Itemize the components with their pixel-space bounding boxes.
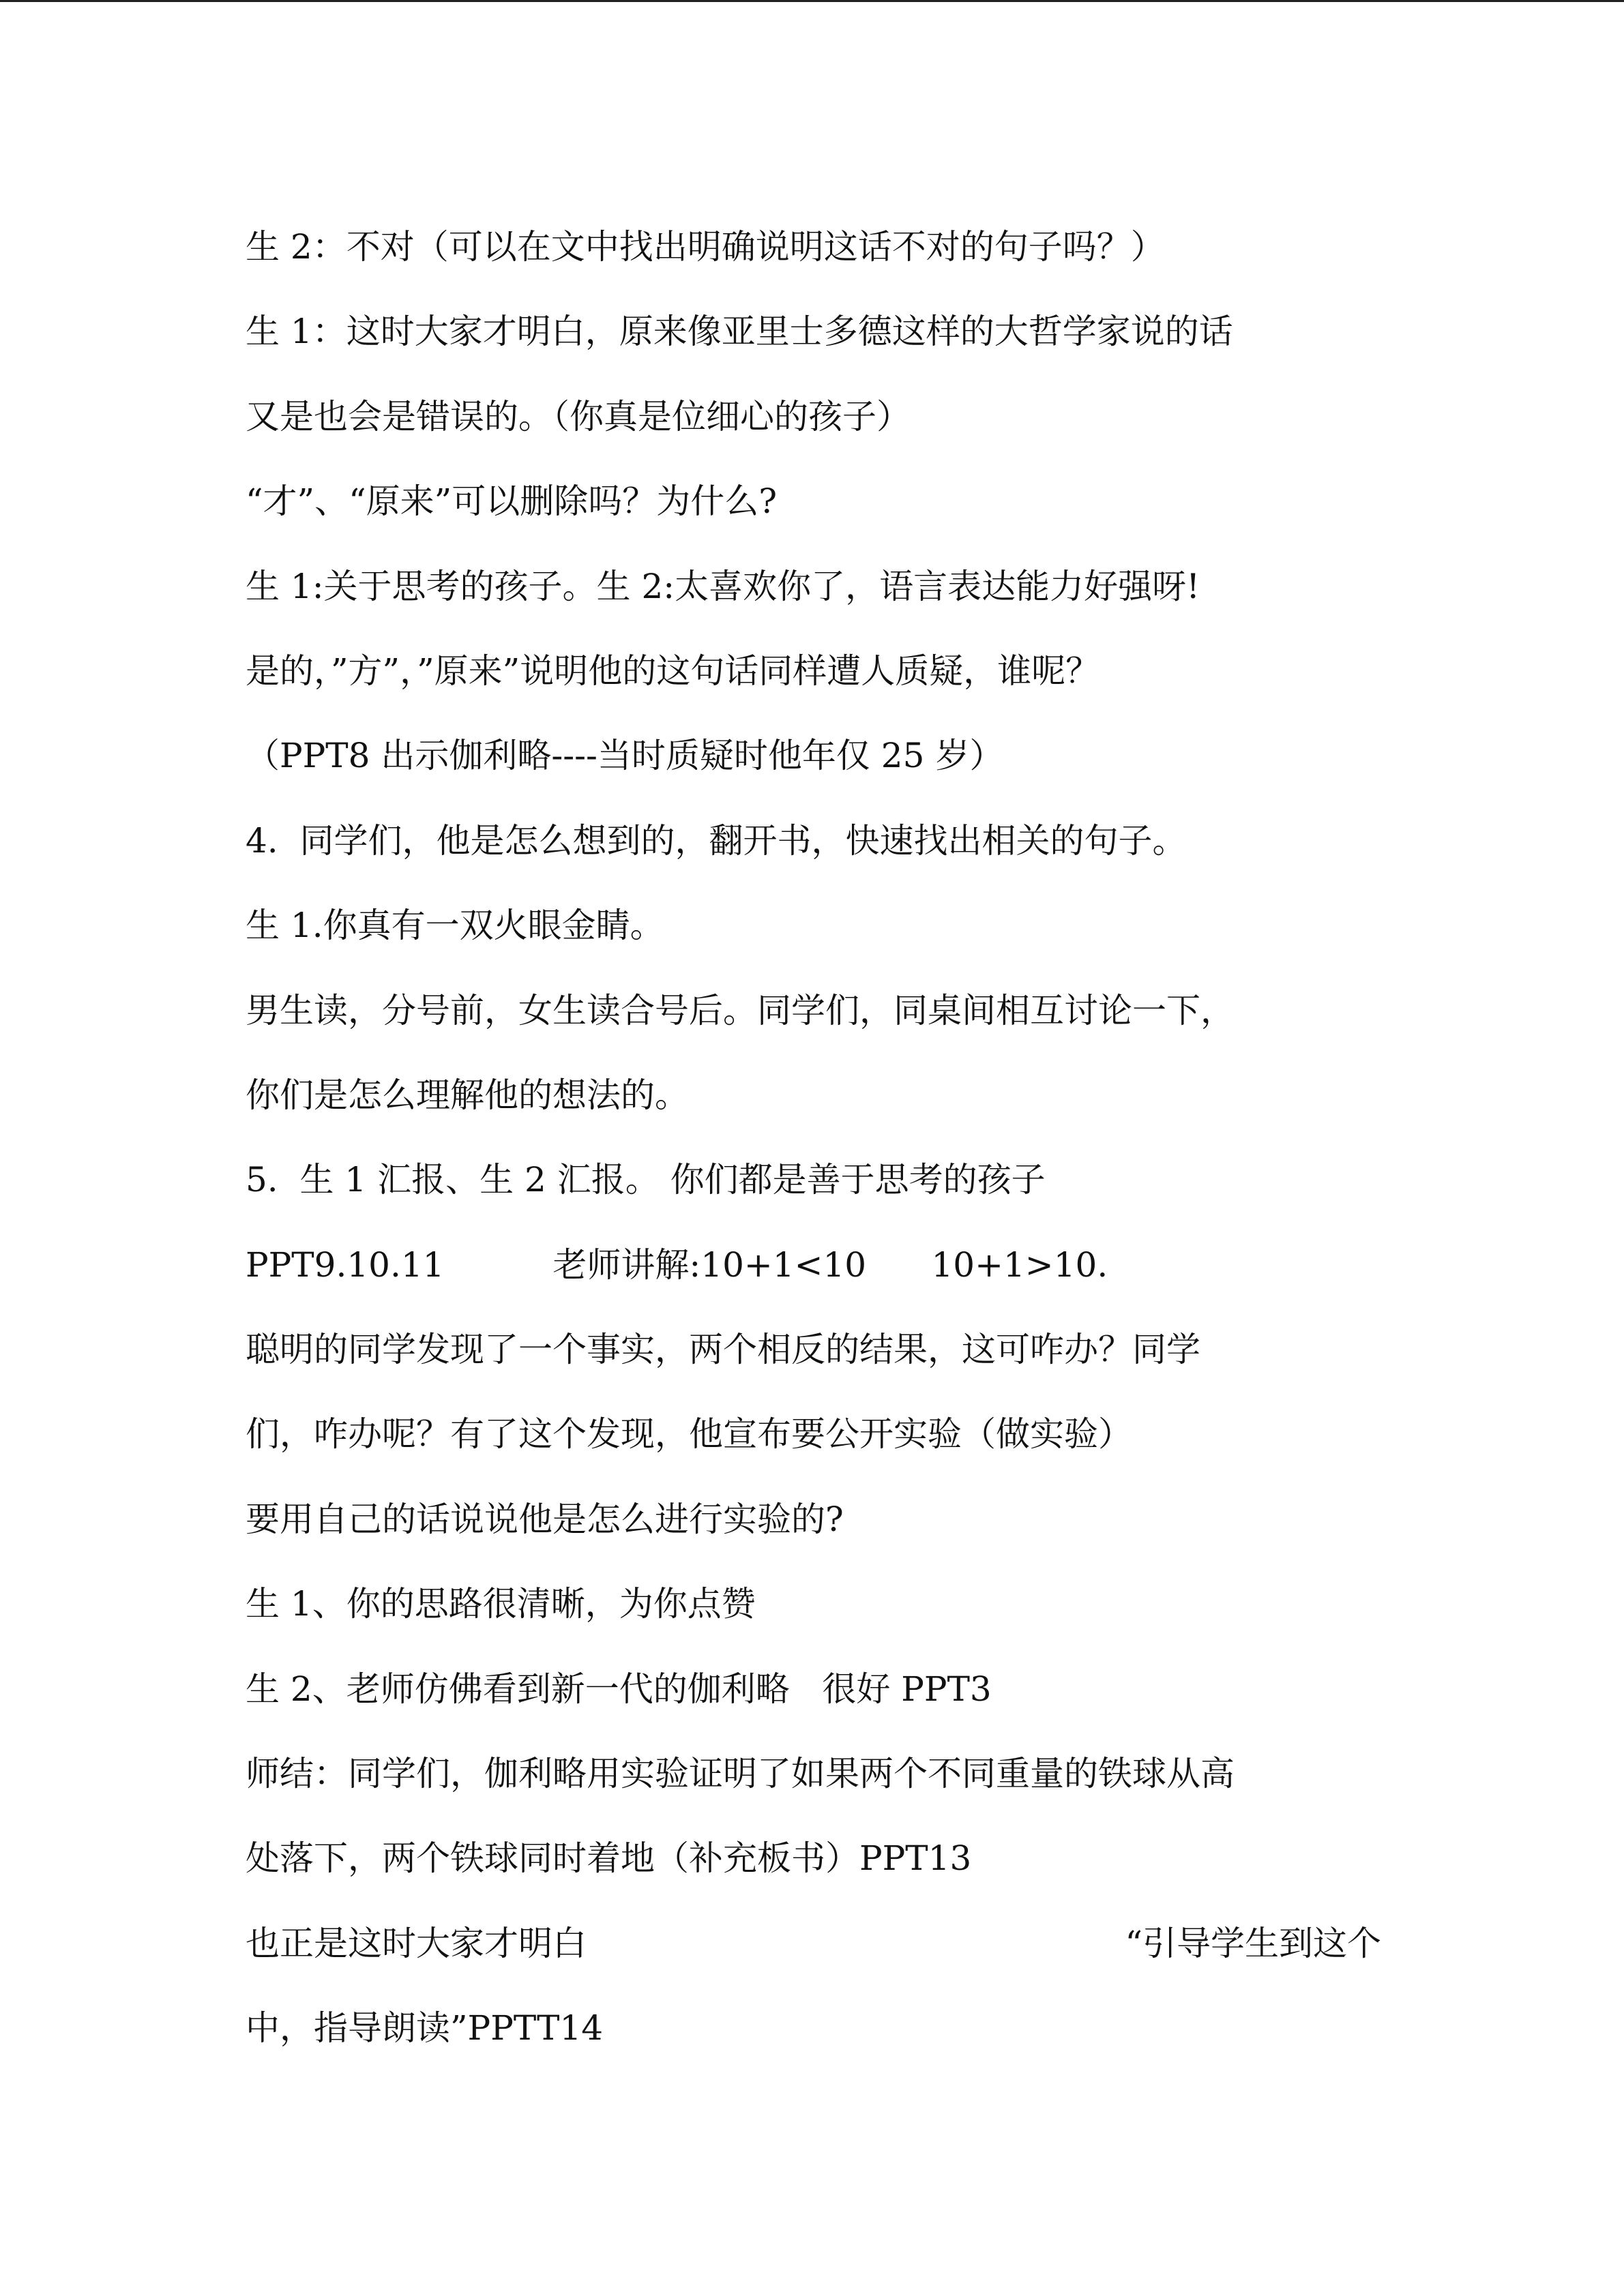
page-top-border (0, 0, 1624, 2)
text-line: 4. 同学们，他是怎么想到的，翻开书，快速找出相关的句子。 (246, 820, 1187, 861)
text-line: 们，咋办呢？有了这个发现，他宣布要公开实验（做实验） (246, 1414, 1132, 1455)
text-line: 师结：同学们，伽利略用实验证明了如果两个不同重量的铁球从高 (246, 1754, 1235, 1794)
document-page (246, 205, 1419, 2071)
text-line: 生 1：这时大家才明白，原来像亚里士多德这样的大哲学家说的话 (246, 312, 1233, 352)
text-line: 是的，”方”，”原来”说明他的这句话同样遭人质疑，谁呢？ (246, 651, 1100, 691)
text-line: 又是也会是错误的。（你真是位细心的孩子） (246, 396, 911, 436)
text-line: 聪明的同学发现了一个事实，两个相反的结果，这可咋办？同学 (246, 1330, 1200, 1370)
text-line: PPT9.10.11 老师讲解:10+1<10 10+1>10. (246, 1244, 1108, 1285)
text-line: 生 1:关于思考的孩子。生 2:太喜欢你了，语言表达能力好强呀! (246, 566, 1200, 606)
text-line: 处落下，两个铁球同时着地（补充板书）PPT13 (246, 1838, 972, 1879)
text-line: 中，指导朗读”PPTT14 (246, 2008, 604, 2048)
text-line: 男生读，分号前，女生读合号后。同学们，同桌间相互讨论一下， (246, 990, 1235, 1030)
text-line: 生 2：不对（可以在文中找出明确说明这话不对的句子吗？） (246, 227, 1165, 267)
text-line: 你们是怎么理解他的想法的。 (246, 1075, 689, 1115)
split-line-left-text: 也正是这时大家才明白 (246, 1923, 587, 1963)
text-line: 要用自己的话说说他是怎么进行实验的? (246, 1499, 844, 1539)
text-line: 生 2、老师仿佛看到新一代的伽利略 很好 PPT3 (246, 1669, 992, 1709)
split-line-right-text: “引导学生到这个 (1125, 1923, 1381, 1963)
text-line: 5. 生 1 汇报、生 2 汇报。 你们都是善于思考的孩子 (246, 1160, 1046, 1200)
text-line: “才”、“原来”可以删除吗？为什么? (246, 481, 778, 522)
text-line: 生 1、你的思路很清晰，为你点赞 (246, 1584, 756, 1624)
text-line: （PPT8 出示伽利略----当时质疑时他年仅 25 岁） (246, 736, 1004, 776)
split-text-line (246, 1901, 1381, 1986)
text-line: 生 1.你真有一双火眼金睛。 (246, 906, 664, 946)
